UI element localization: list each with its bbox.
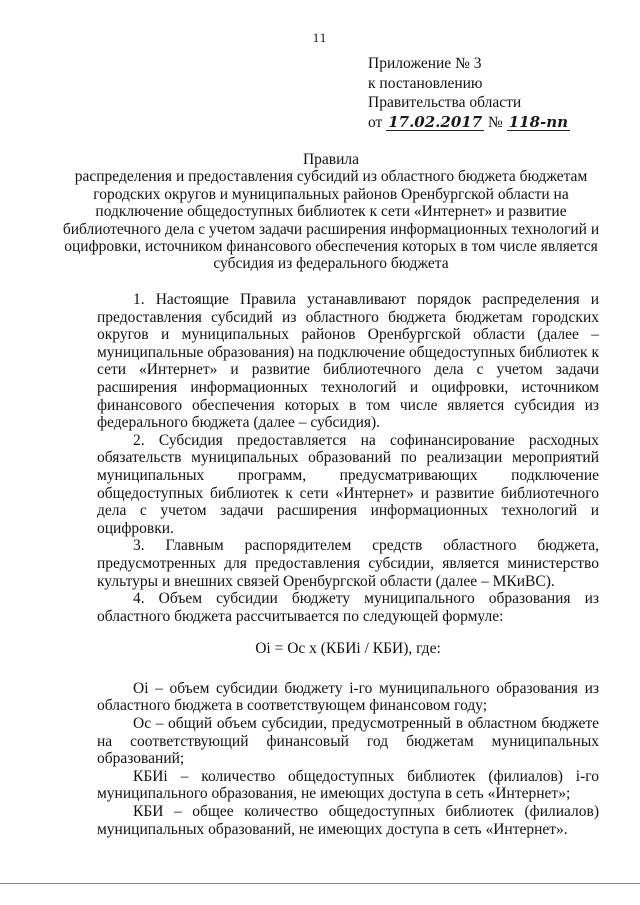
- definition-kbi: КБИ – общее количество общедоступных библиотек (филиалов) муниципальных образований, не имеющих доступа в сеть «Интернет».: [97, 803, 599, 838]
- definition-oi: Oi – объем субсидии бюджету i-го муниципального образования из областного бюджета в соответствующем финансовом году;: [97, 679, 599, 715]
- document-body: [97, 291, 599, 838]
- paragraph-3: 3. Главным распорядителем средств областного бюджета, предусмотренных для предоставления субсидии, является министерство культуры и внешних связей Оренбургской области (далее – МКиВС).: [97, 537, 599, 590]
- from-label: от: [368, 113, 383, 131]
- handwritten-number: 118-пп: [508, 112, 569, 131]
- appendix-header: [368, 54, 570, 132]
- definition-oc: Oc – общий объем субсидии, предусмотренный в областном бюджете на соответствующий финансовый год бюджетам муниципальных образований;: [97, 715, 599, 768]
- paragraph-4: 4. Объем субсидии бюджету муниципального образования из областного бюджета рассчитывается по следующей формуле:: [97, 590, 599, 625]
- title-text: распределения и предоставления субсидий из областного бюджета бюджетам городских округов и муниципальных районов Оренбургской области на подключение общедоступных библиотек к сети «Интернет» и развитие библиотечного дела с учетом задачи расширения информационных технологий и оцифровки, источником финансового обеспечения которых в том числе является субсидия из федерального бюджета: [62, 168, 600, 273]
- title-heading: Правила: [302, 151, 360, 168]
- appendix-line-2: к постановлению: [368, 74, 483, 92]
- page-number: 11: [312, 30, 328, 45]
- page-bottom-edge: [0, 883, 640, 884]
- appendix-date-line: [368, 113, 570, 133]
- appendix-line-1: Приложение № 3: [368, 55, 482, 72]
- paragraph-2: 2. Субсидия предоставляется на софинансирование расходных обязательств муниципальных образований по реализации мероприятий муниципальных программ, предусматривающих подключение общедоступных библиотек к сети «Интернет» и развитие библиотечного дела с учетом задачи расширения информационных технологий и оцифровки.: [97, 431, 599, 537]
- handwritten-date: 17.02.2017: [388, 112, 483, 131]
- definition-kbii: КБИi – количество общедоступных библиотек (филиалов) i-го муниципального образования, не имеющих доступа в сеть «Интернет»;: [97, 767, 599, 803]
- appendix-line-3: Правительства области: [368, 94, 522, 111]
- document-title: [60, 151, 602, 273]
- formula: Oi = Oc x (КБИi / КБИ), где:: [255, 640, 441, 658]
- paragraph-1: 1. Настоящие Правила устанавливают порядок распределения и предоставления субсидий из областного бюджета бюджетам городских округов и муниципальных районов Оренбургской области (далее – муниципальные образования) на подключение общедоступных библиотек к сети «Интернет» и развитие библиотечного дела с учетом задачи расширения информационных технологий и оцифровки, источником финансового обеспечения которых в том числе является субсидия из федерального бюджета (далее – субсидия).: [97, 291, 599, 432]
- number-label: №: [488, 113, 503, 131]
